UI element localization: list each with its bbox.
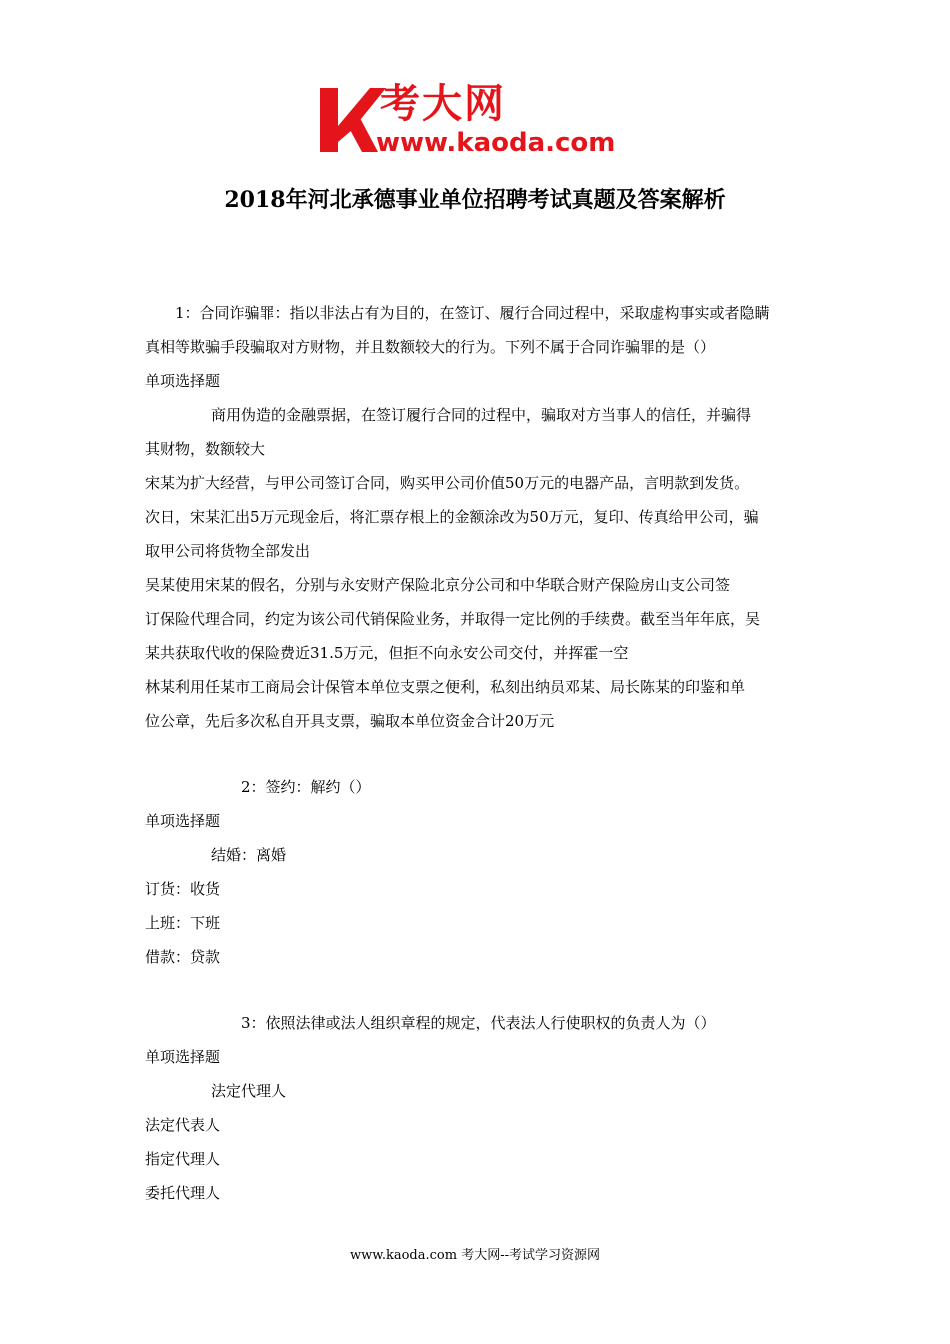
- page-title: 2018年河北承德事业单位招聘考试真题及答案解析: [224, 187, 726, 213]
- option-c: 上班：下班: [145, 914, 221, 932]
- spacer: [145, 974, 810, 1006]
- option-c: 指定代理人: [145, 1150, 221, 1168]
- option-d: 位公章，先后多次私自开具支票，骗取本单位资金合计20万元: [145, 712, 555, 730]
- question-stem: 1：合同诈骗罪：指以非法占有为目的，在签订、履行合同过程中，采取虚构事实或者隐瞒: [175, 304, 770, 322]
- option-d: 林某利用任某市工商局会计保管本单位支票之便利，私刻出纳员邓某、局长陈某的印鉴和单: [145, 678, 746, 696]
- question-1: [145, 296, 810, 738]
- question-2: [145, 770, 810, 974]
- option-a: 法定代理人: [211, 1082, 287, 1100]
- question-type: 单项选择题: [145, 812, 221, 830]
- question-stem: 3：依照法律或法人组织章程的规定，代表法人行使职权的负责人为（）: [241, 1014, 716, 1032]
- option-a: 商用伪造的金融票据，在签订履行合同的过程中，骗取对方当事人的信任，并骗得: [211, 406, 752, 424]
- option-c: 订保险代理合同，约定为该公司代销保险业务，并取得一定比例的手续费。截至当年年底，吴: [145, 610, 761, 628]
- question-stem: 真相等欺骗手段骗取对方财物，并且数额较大的行为。下列不属于合同诈骗罪的是（）: [145, 338, 716, 356]
- logo-url: www.kaoda.com: [376, 128, 616, 158]
- question-type: 单项选择题: [145, 1048, 221, 1066]
- option-a: 其财物，数额较大: [145, 440, 266, 458]
- option-b: 次日，宋某汇出5万元现金后，将汇票存根上的金额涂改为50万元，复印、传真给甲公司，骗: [145, 508, 759, 526]
- option-b: 订货：收货: [145, 880, 221, 898]
- document-body: [145, 296, 810, 1210]
- option-b: 法定代表人: [145, 1116, 221, 1134]
- kaoda-logo: [318, 80, 638, 162]
- question-type: 单项选择题: [145, 372, 221, 390]
- question-stem: 2：签约：解约（）: [241, 778, 371, 796]
- page-footer: www.kaoda.com 考大网--考试学习资源网: [350, 1248, 600, 1263]
- option-c: 某共获取代收的保险费近31.5万元，但拒不向永安公司交付，并挥霍一空: [145, 644, 629, 662]
- option-b: 宋某为扩大经营，与甲公司签订合同，购买甲公司价值50万元的电器产品，言明款到发货。: [145, 474, 750, 492]
- option-a: 结婚：离婚: [211, 846, 287, 864]
- option-c: 吴某使用宋某的假名，分别与永安财产保险北京分公司和中华联合财产保险房山支公司签: [145, 576, 731, 594]
- option-d: 借款：贷款: [145, 948, 221, 966]
- spacer: [145, 738, 810, 770]
- option-b: 取甲公司将货物全部发出: [145, 542, 311, 560]
- question-3: [145, 1006, 810, 1210]
- logo-brand-name: 考大网: [380, 81, 506, 127]
- option-d: 委托代理人: [145, 1184, 221, 1202]
